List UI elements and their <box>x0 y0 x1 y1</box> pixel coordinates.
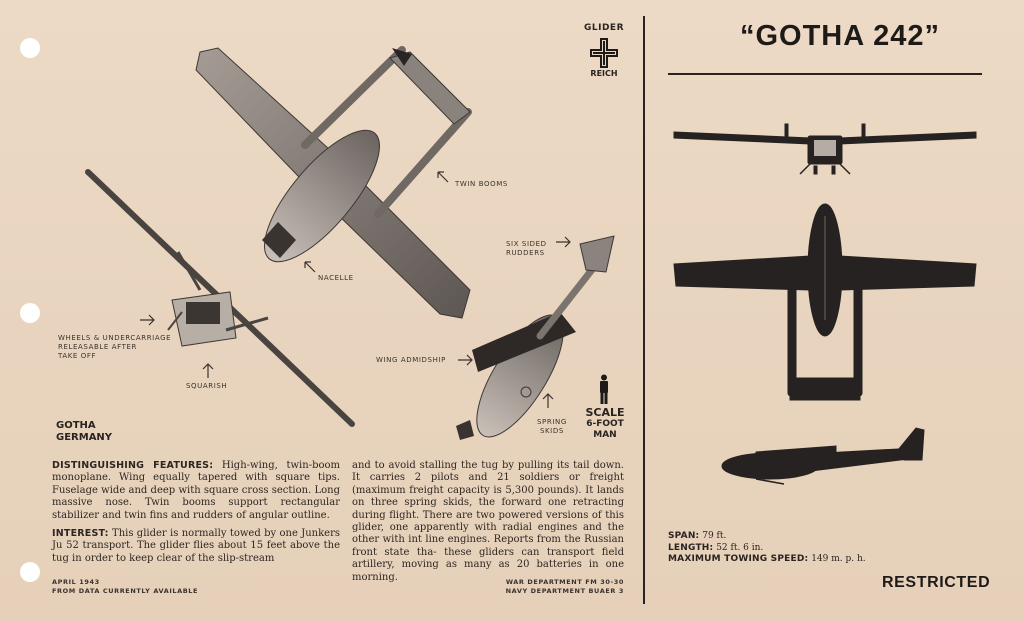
interest-text: This glider is normally towed by one Junkers Ju 52 transport. The glider flies about 15 feet above the tug in order to keep clear of the slip-stream <box>52 528 340 564</box>
description-column-2: and to avoid stalling the tug by pulling its tail down. It carries 2 pilots and 21 soldiers or freight (maximum freight capacity is 5,300 pounds). It lands on three spring skids, the forward one retracting during flight. There are two powered versions of this glider, one apparently with radial engines and the other with int line engines. Reports from the Russian front state tha- these gliders can transport field artillery, moving as many as 20 batteries in one morning. <box>352 460 624 583</box>
footer-left: APRIL 1943 FROM DATA CURRENTLY AVAILABLE <box>52 578 199 595</box>
glider-photo-illustrations <box>0 0 640 460</box>
callout-nacelle: NACELLE <box>318 274 354 282</box>
callout-spring-skids: SPRING SKIDS <box>537 418 567 435</box>
callout-wheels-undercarriage: WHEELS & UNDERCARRIAGE RELEASABLE AFTER TAKE OFF <box>58 334 172 360</box>
spec-span: SPAN: 79 ft. <box>668 531 727 541</box>
distinguishing-features-heading: DISTINGUISHING FEATURES: <box>52 460 214 471</box>
callout-wing-admidship: WING ADMIDSHIP <box>376 356 446 364</box>
silhouette-views <box>660 110 990 500</box>
front-view-silhouette <box>674 124 976 174</box>
callout-twin-booms: TWIN BOOMS <box>455 180 508 188</box>
column-divider <box>643 16 645 604</box>
title-rule <box>668 73 982 75</box>
page-title: “GOTHA 242” <box>739 20 941 52</box>
callout-squarish: SQUARISH <box>186 382 228 390</box>
distinguishing-features-paragraph <box>52 460 340 522</box>
interest-heading: INTEREST: <box>52 528 109 540</box>
description-column-1 <box>52 460 340 565</box>
side-view-silhouette <box>722 428 924 484</box>
interest-paragraph <box>52 528 340 565</box>
origin-label: GOTHA GERMANY <box>56 420 113 443</box>
footer-right: WAR DEPARTMENT FM 30-30 NAVY DEPARTMENT BUAER 3 <box>505 578 624 595</box>
classification-stamp: RESTRICTED <box>882 574 991 591</box>
standing-man-icon <box>597 374 611 404</box>
callout-six-sided-rudders: SIX SIDED RUDDERS <box>506 240 547 257</box>
binder-hole <box>20 562 40 582</box>
scale-label: SCALE 6-FOOT MAN <box>585 406 625 440</box>
spec-length: LENGTH: 52 ft. 6 in. <box>668 542 764 553</box>
glider-label: GLIDER <box>583 23 625 33</box>
reich-label: REICH <box>590 69 618 78</box>
specifications <box>668 531 866 566</box>
distinguishing-features-text: High-wing, twin-boom monoplane. Wing equally tapered with square tips. Fuselage wide and deep with square cross section. Long massive nose. Twin booms support rectangular stabilizer and twin fins and rudders of angular outline. <box>52 460 340 521</box>
plan-view-silhouette <box>674 204 976 400</box>
spec-max-towing-speed: MAXIMUM TOWING SPEED: 149 m. p. h. <box>668 554 866 564</box>
